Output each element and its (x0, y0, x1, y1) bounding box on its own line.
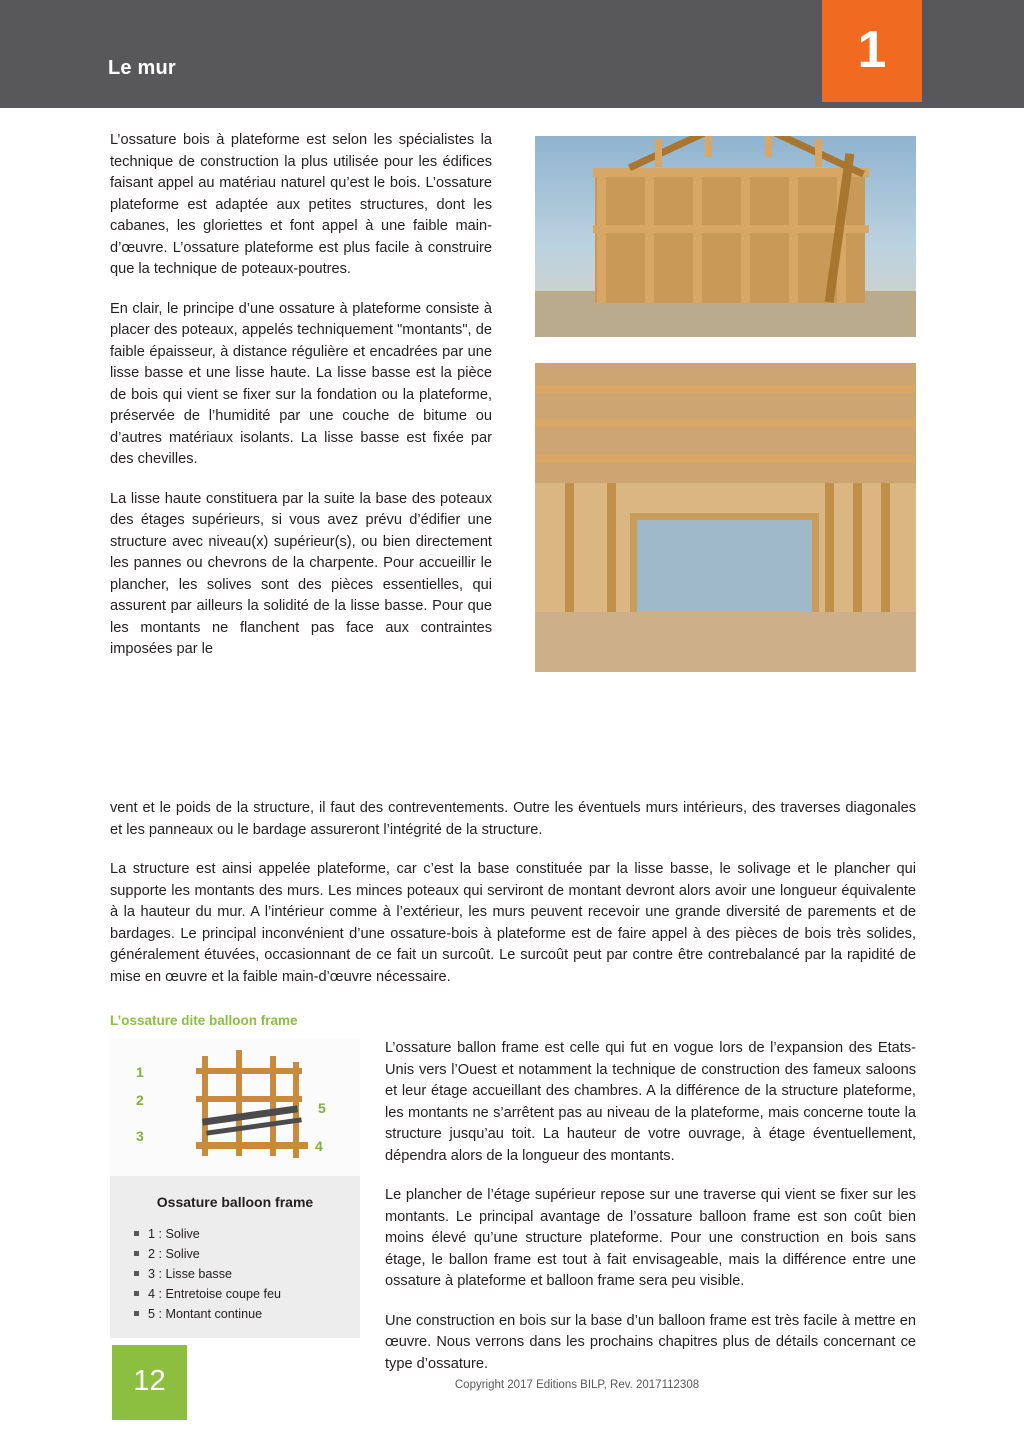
legend-item: 3 : Lisse basse (134, 1264, 360, 1284)
figure-panel (110, 1038, 360, 1338)
figure-number-1: 1 (136, 1064, 144, 1080)
figure-caption: Ossature balloon frame (156, 1194, 314, 1210)
legend-item: 1 : Solive (134, 1224, 360, 1244)
legend-item: 5 : Montant continue (134, 1304, 360, 1324)
timber-frame-house-exterior-photo (535, 136, 916, 337)
paragraph: L’ossature ballon frame est celle qui fut en vogue lors de l’expansion des Etats-Unis vers l’Ouest et notamment la technique de construction des fameux saloons et leur étage accueillant des chambres. A la différence de la structure plateforme, les montants ne s’arrêtent pas au niveau de la plateforme, mais concerne toute la structure jusqu’au toit. La hauteur de votre ouvrage, à étage éventuellement, dépendra alors de la longueur des montants. (385, 1040, 916, 1164)
chapter-badge (822, 0, 922, 102)
balloon-frame-text-column (385, 1038, 916, 1393)
full-width-text (110, 798, 916, 1006)
figure-number-4: 4 (315, 1138, 323, 1154)
legend-item: 4 : Entretoise coupe feu (134, 1284, 360, 1304)
paragraph: Une construction en bois sur la base d’un balloon frame est très facile à mettre en œuvre. Nous verrons dans les prochains chapitres plus de détails concernant ce type d’ossature. (385, 1312, 916, 1372)
figure-number-3: 3 (136, 1128, 144, 1144)
timber-frame-interior-photo (535, 363, 916, 672)
intro-text-column (110, 130, 492, 679)
figure-number-2: 2 (136, 1092, 144, 1108)
paragraph: En clair, le principe d’une ossature à plateforme consiste à placer des poteaux, appelés techniquement "montants", de faible épaisseur, à distance régulière et encadrées par une lisse basse et une lisse haute. La lisse basse est la pièce de bois qui vient se fixer sur la fondation ou la plateforme, préservée de l’humidité par une couche de bitume ou d’autres matériaux isolants. La lisse basse est fixée par des chevilles. (110, 300, 492, 467)
photo-column (535, 136, 916, 698)
figure-legend (110, 1224, 360, 1324)
chapter-number: 1 (857, 21, 887, 79)
page-title: Le mur (108, 57, 176, 79)
page-header (0, 0, 1024, 108)
copyright-notice: Copyright 2017 Editions BILP, Rev. 2017112308 (454, 1379, 700, 1391)
paragraph: L’ossature bois à plateforme est selon les spécialistes la technique de construction la plus utilisée pour les édifices faisant appel au matériau naturel qu’est le bois. L’ossature plateforme est adaptée aux petites structures, dont les cabanes, les gloriettes et font appel à une faible main-d’œuvre. L’ossature plateforme est plus facile à construire que la technique de poteaux-poutres. (110, 132, 492, 277)
paragraph: La lisse haute constituera par la suite la base des poteaux des étages supérieurs, si vous avez prévu d’édifier une structure avec niveau(x) supérieur(s), ou bien directement les pannes ou chevrons de la charpente. Pour accueillir le plancher, les solives sont des pièces essentielles, qui assurent par ailleurs la solidité de la lisse basse. Pour que les montants ne flanchent pas face aux contraintes imposées par le (110, 490, 492, 657)
section-heading: L’ossature dite balloon frame (110, 1013, 298, 1028)
figure-number-5: 5 (318, 1100, 326, 1116)
paragraph: La structure est ainsi appelée plateforme, car c’est la base constituée par la lisse basse, le solivage et le plancher qui supporte les montants des murs. Les minces poteaux qui serviront de montant devront alors avoir une longueur équivalente à la hauteur du mur. A l’intérieur comme à l’extérieur, les murs peuvent recevoir une grande diversité de parements et de bardages. Le principal inconvénient d’une ossature-bois à plateforme est de faire appel à des pièces de bois très solides, généralement étuvées, occasionnant de ce fait un surcoût. Le surcoût peut par contre être contrebalancé par la rapidité de mise en œuvre et la faible main-d’œuvre nécessaire. (110, 861, 916, 985)
balloon-frame-diagram (110, 1038, 360, 1176)
paragraph: Le plancher de l’étage supérieur repose sur une traverse qui vient se fixer sur les montants. Le principal avantage de l’ossature balloon frame est son coût bien moins élevé qu’une structure plateforme. Pour une construction en bois sans étage, le ballon frame est tout à fait envisageable, mais la différence entre une ossature à plateforme et balloon frame sera peu visible. (385, 1187, 916, 1289)
page-number: 12 (133, 1365, 166, 1397)
paragraph: vent et le poids de la structure, il faut des contreventements. Outre les éventuels murs intérieurs, des traverses diagonales et les panneaux ou le bardage assureront l’intégrité de la structure. (110, 800, 916, 838)
legend-item: 2 : Solive (134, 1244, 360, 1264)
